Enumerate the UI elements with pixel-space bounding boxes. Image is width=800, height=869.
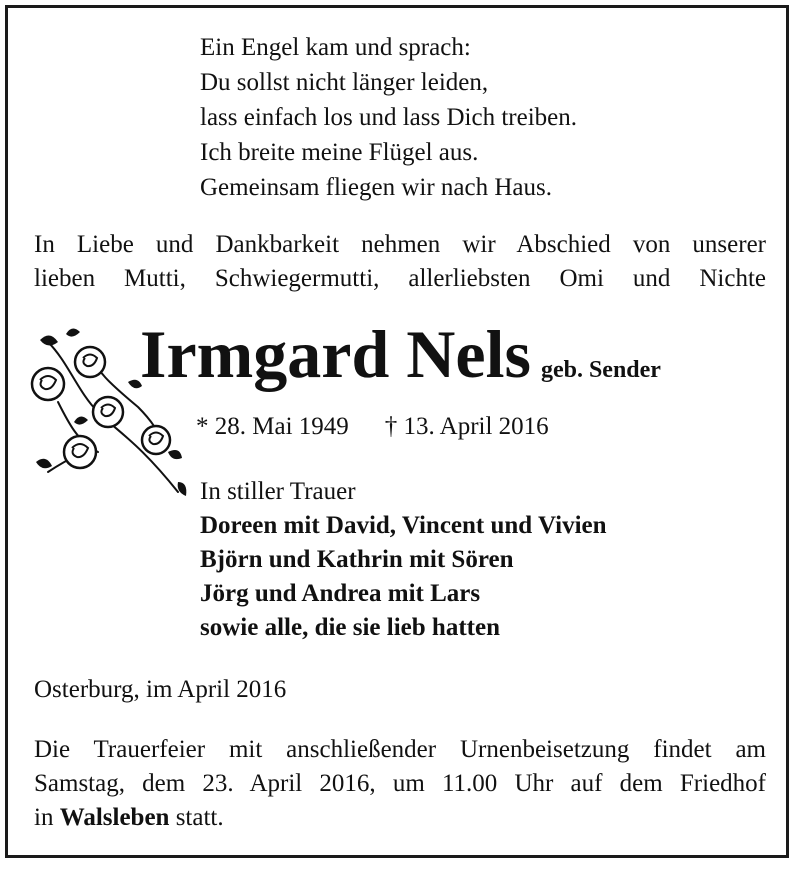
poem-line: Ein Engel kam und sprach: [200,34,471,61]
mourners [200,475,607,645]
funeral-line: Die Trauerfeier mit anschließender Urnenbeisetzung findet am [34,736,766,763]
poem-line: lass einfach los und lass Dich treiben. [200,104,577,131]
birth-date: * 28. Mai 1949 [196,413,349,440]
funeral-info [34,733,766,835]
funeral-post: statt. [175,804,224,831]
mourner-line: Jörg und Andrea mit Lars [200,580,481,607]
death-date: † 13. April 2016 [384,413,549,440]
poem [200,30,577,205]
mourner-line: Björn und Kathrin mit Sören [200,546,514,573]
life-dates [196,413,549,441]
maiden-name: geb. Sender [540,357,661,383]
mourner-line: sowie alle, die sie lieb hatten [200,614,500,641]
intro-text [34,228,766,296]
intro-line: In Liebe und Dankbarkeit nehmen wir Abschied von unserer [34,231,766,258]
poem-line: Du sollst nicht länger leiden, [200,69,489,96]
funeral-line: Samstag, dem 23. April 2016, um 11.00 Uhr auf dem Friedhof [34,770,766,797]
mourner-line: Doreen mit David, Vincent und Vivien [200,512,607,539]
poem-line: Gemeinsam fliegen wir nach Haus. [200,174,552,201]
intro-line: lieben Mutti, Schwiegermutti, allerliebsten Omi und Nichte [34,265,766,292]
deceased-heading [140,314,661,394]
place-date: Osterburg, im April 2016 [34,676,287,703]
funeral-location: Walsleben [59,804,170,831]
deceased-name: Irmgard Nels [140,316,531,392]
funeral-pre: in [34,804,54,831]
mourners-lead: In stiller Trauer [200,478,356,505]
poem-line: Ich breite meine Flügel aus. [200,139,479,166]
funeral-line-last [34,801,766,835]
